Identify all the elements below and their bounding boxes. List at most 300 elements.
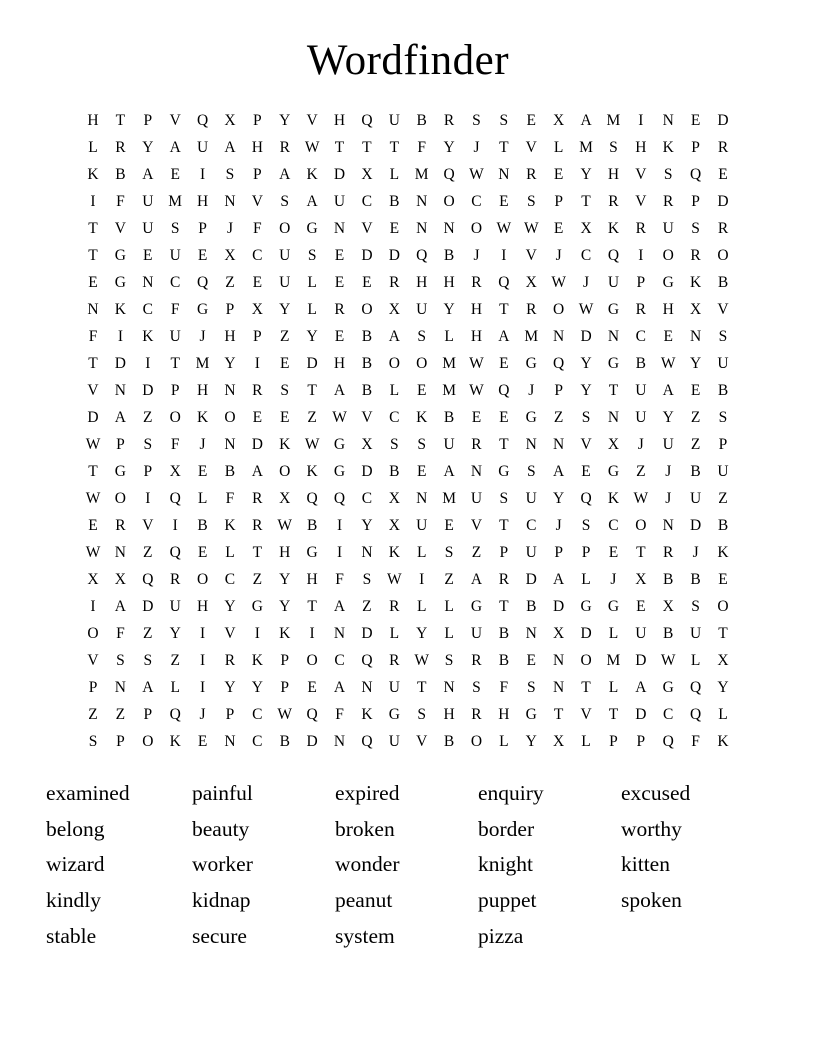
letter-cell[interactable]: R [635, 301, 646, 319]
letter-cell[interactable]: Z [115, 706, 126, 724]
letter-cell[interactable]: I [254, 355, 260, 373]
letter-cell[interactable]: Y [279, 301, 291, 319]
letter-cell[interactable]: O [87, 625, 99, 643]
letter-cell[interactable]: E [362, 274, 372, 292]
letter-cell[interactable]: B [115, 166, 126, 184]
letter-cell[interactable]: H [224, 328, 236, 346]
letter-cell[interactable]: Y [279, 112, 291, 130]
letter-cell[interactable]: F [691, 733, 700, 751]
letter-cell[interactable]: C [361, 193, 373, 211]
letter-cell[interactable]: M [442, 355, 456, 373]
letter-cell[interactable]: Q [169, 706, 181, 724]
letter-cell[interactable]: R [252, 382, 263, 400]
letter-cell[interactable]: H [333, 112, 346, 130]
letter-cell[interactable]: B [717, 382, 729, 400]
letter-cell[interactable]: N [224, 733, 236, 751]
letter-cell[interactable]: K [662, 139, 674, 157]
word-list-item[interactable]: kindly [46, 888, 101, 913]
letter-cell[interactable]: T [88, 355, 98, 373]
letter-cell[interactable]: L [307, 274, 317, 292]
letter-cell[interactable]: E [88, 517, 98, 535]
letter-cell[interactable]: S [609, 139, 618, 157]
letter-cell[interactable]: L [225, 544, 235, 562]
letter-cell[interactable]: D [580, 625, 592, 643]
letter-cell[interactable]: A [388, 328, 400, 346]
letter-cell[interactable]: L [581, 733, 591, 751]
letter-cell[interactable]: X [361, 166, 373, 184]
letter-cell[interactable]: B [389, 193, 400, 211]
letter-cell[interactable]: E [718, 166, 728, 184]
letter-cell[interactable]: A [662, 382, 674, 400]
word-list-item[interactable]: peanut [335, 888, 393, 913]
letter-cell[interactable]: A [169, 139, 181, 157]
letter-cell[interactable]: E [389, 220, 400, 238]
word-list-item[interactable]: excused [621, 781, 691, 806]
letter-cell[interactable]: R [252, 490, 263, 508]
letter-cell[interactable]: G [580, 598, 592, 616]
letter-cell[interactable]: R [526, 301, 537, 319]
letter-cell[interactable]: K [717, 733, 729, 751]
letter-cell[interactable]: G [525, 409, 537, 427]
letter-cell[interactable]: J [610, 571, 617, 589]
letter-cell[interactable]: W [496, 220, 512, 238]
letter-cell[interactable]: E [526, 652, 536, 670]
letter-cell[interactable]: P [691, 193, 700, 211]
letter-cell[interactable]: M [195, 355, 210, 373]
letter-cell[interactable]: D [114, 355, 126, 373]
letter-cell[interactable]: Y [443, 301, 455, 319]
letter-cell[interactable]: R [498, 571, 510, 589]
letter-cell[interactable]: E [690, 382, 701, 400]
letter-cell[interactable]: F [417, 139, 426, 157]
letter-cell[interactable]: R [224, 652, 236, 670]
letter-cell[interactable]: G [333, 463, 346, 481]
letter-cell[interactable]: E [718, 571, 728, 589]
letter-cell[interactable]: R [526, 166, 537, 184]
letter-cell[interactable]: Z [170, 652, 180, 670]
letter-cell[interactable]: R [471, 706, 482, 724]
letter-cell[interactable]: F [170, 301, 180, 319]
word-list-item[interactable]: kitten [621, 852, 670, 877]
letter-cell[interactable]: E [471, 409, 482, 427]
letter-cell[interactable]: O [114, 490, 126, 508]
letter-cell[interactable]: S [526, 463, 536, 481]
letter-cell[interactable]: R [717, 139, 729, 157]
letter-cell[interactable]: E [416, 463, 427, 481]
letter-cell[interactable]: N [416, 490, 428, 508]
letter-cell[interactable]: O [361, 301, 373, 319]
letter-cell[interactable]: D [553, 598, 565, 616]
letter-cell[interactable]: Q [169, 544, 181, 562]
letter-cell[interactable]: X [388, 301, 400, 319]
letter-cell[interactable]: R [115, 517, 126, 535]
letter-cell[interactable]: Q [553, 355, 565, 373]
letter-cell[interactable]: K [224, 517, 236, 535]
letter-cell[interactable]: O [662, 247, 674, 265]
letter-cell[interactable]: U [690, 625, 702, 643]
letter-cell[interactable]: F [116, 625, 125, 643]
letter-cell[interactable]: Z [444, 571, 454, 589]
letter-cell[interactable]: E [499, 409, 509, 427]
letter-cell[interactable]: J [528, 382, 535, 400]
letter-cell[interactable]: A [498, 328, 510, 346]
letter-cell[interactable]: N [607, 328, 620, 346]
letter-cell[interactable]: W [523, 220, 539, 238]
letter-cell[interactable]: W [332, 409, 347, 427]
letter-cell[interactable]: V [635, 193, 647, 211]
letter-cell[interactable]: S [499, 490, 509, 508]
letter-cell[interactable]: T [416, 679, 427, 697]
letter-cell[interactable]: B [690, 463, 701, 481]
letter-cell[interactable]: U [662, 436, 674, 454]
letter-cell[interactable]: J [555, 247, 562, 265]
letter-cell[interactable]: N [470, 463, 483, 481]
letter-cell[interactable]: B [690, 571, 701, 589]
letter-cell[interactable]: H [196, 382, 209, 400]
letter-cell[interactable]: O [470, 733, 483, 751]
letter-cell[interactable]: D [361, 625, 373, 643]
letter-cell[interactable]: N [416, 220, 428, 238]
letter-cell[interactable]: U [169, 328, 181, 346]
letter-cell[interactable]: Q [169, 490, 181, 508]
letter-cell[interactable]: E [280, 355, 290, 373]
letter-cell[interactable]: R [471, 274, 482, 292]
letter-cell[interactable]: T [88, 463, 98, 481]
letter-cell[interactable]: S [444, 652, 454, 670]
letter-cell[interactable]: N [553, 436, 565, 454]
letter-cell[interactable]: A [635, 679, 647, 697]
letter-cell[interactable]: R [389, 598, 400, 616]
letter-cell[interactable]: X [690, 301, 702, 319]
letter-cell[interactable]: B [224, 463, 236, 481]
letter-cell[interactable]: G [525, 355, 537, 373]
letter-cell[interactable]: H [470, 328, 483, 346]
letter-cell[interactable]: C [580, 247, 592, 265]
letter-cell[interactable]: I [254, 625, 260, 643]
letter-cell[interactable]: N [553, 679, 565, 697]
letter-cell[interactable]: E [499, 355, 509, 373]
letter-cell[interactable]: S [472, 112, 481, 130]
letter-cell[interactable]: S [280, 193, 290, 211]
letter-cell[interactable]: Z [280, 328, 290, 346]
letter-cell[interactable]: T [608, 382, 619, 400]
letter-cell[interactable]: B [443, 733, 455, 751]
letter-cell[interactable]: G [607, 463, 620, 481]
letter-cell[interactable]: Q [690, 679, 702, 697]
letter-cell[interactable]: S [526, 193, 536, 211]
letter-cell[interactable]: U [525, 544, 537, 562]
letter-cell[interactable]: N [114, 544, 126, 562]
letter-cell[interactable]: A [580, 112, 592, 130]
letter-cell[interactable]: V [525, 139, 537, 157]
letter-cell[interactable]: B [498, 652, 510, 670]
letter-cell[interactable]: J [555, 517, 562, 535]
letter-cell[interactable]: N [87, 301, 99, 319]
letter-cell[interactable]: W [633, 490, 649, 508]
letter-cell[interactable]: B [389, 463, 400, 481]
letter-cell[interactable]: X [525, 274, 537, 292]
letter-cell[interactable]: V [224, 625, 236, 643]
letter-cell[interactable]: W [386, 571, 402, 589]
word-list-item[interactable]: expired [335, 781, 400, 806]
letter-cell[interactable]: E [636, 598, 646, 616]
letter-cell[interactable]: N [142, 274, 154, 292]
letter-cell[interactable]: X [361, 436, 373, 454]
letter-cell[interactable]: V [470, 517, 483, 535]
word-list-item[interactable]: stable [46, 923, 97, 948]
letter-cell[interactable]: S [88, 733, 98, 751]
letter-cell[interactable]: S [581, 517, 591, 535]
letter-cell[interactable]: L [718, 706, 728, 724]
word-list-item[interactable]: secure [192, 923, 247, 948]
letter-cell[interactable]: V [142, 517, 154, 535]
letter-cell[interactable]: X [279, 490, 291, 508]
letter-cell[interactable]: N [662, 112, 674, 130]
letter-cell[interactable]: E [197, 733, 208, 751]
letter-cell[interactable]: L [416, 598, 427, 616]
letter-cell[interactable]: D [142, 598, 154, 616]
letter-cell[interactable]: X [388, 490, 400, 508]
letter-cell[interactable]: Y [580, 355, 592, 373]
letter-cell[interactable]: R [115, 139, 126, 157]
letter-cell[interactable]: W [660, 355, 676, 373]
letter-cell[interactable]: O [635, 517, 647, 535]
letter-cell[interactable]: Y [416, 625, 428, 643]
word-list-item[interactable]: belong [46, 816, 105, 841]
letter-cell[interactable]: R [279, 139, 290, 157]
letter-cell[interactable]: O [443, 193, 455, 211]
letter-cell[interactable]: W [469, 166, 484, 184]
letter-cell[interactable]: F [253, 220, 262, 238]
letter-cell[interactable]: G [388, 706, 400, 724]
letter-cell[interactable]: L [416, 544, 427, 562]
letter-cell[interactable]: W [469, 355, 484, 373]
letter-cell[interactable]: O [306, 652, 318, 670]
letter-cell[interactable]: T [553, 706, 564, 724]
letter-cell[interactable]: E [88, 274, 98, 292]
letter-cell[interactable]: N [361, 544, 373, 562]
letter-cell[interactable]: B [526, 598, 537, 616]
letter-cell[interactable]: Z [307, 409, 317, 427]
letter-cell[interactable]: Q [416, 247, 428, 265]
letter-cell[interactable]: Z [143, 625, 153, 643]
letter-cell[interactable]: E [334, 274, 345, 292]
letter-cell[interactable]: D [333, 166, 346, 184]
letter-cell[interactable]: T [581, 679, 591, 697]
letter-cell[interactable]: K [361, 706, 373, 724]
letter-cell[interactable]: Z [143, 544, 153, 562]
letter-cell[interactable]: Y [224, 355, 236, 373]
letter-cell[interactable]: S [362, 571, 372, 589]
letter-cell[interactable]: G [607, 355, 620, 373]
letter-cell[interactable]: H [333, 355, 346, 373]
letter-cell[interactable]: Z [225, 274, 235, 292]
word-list-item[interactable]: enquiry [478, 781, 544, 806]
letter-cell[interactable]: U [717, 355, 729, 373]
letter-cell[interactable]: D [580, 328, 592, 346]
letter-cell[interactable]: F [116, 193, 125, 211]
letter-cell[interactable]: T [499, 436, 509, 454]
letter-cell[interactable]: S [307, 247, 317, 265]
letter-cell[interactable]: Z [362, 598, 372, 616]
letter-cell[interactable]: U [279, 274, 291, 292]
letter-cell[interactable]: G [306, 544, 318, 562]
letter-cell[interactable]: L [444, 328, 454, 346]
letter-cell[interactable]: K [196, 409, 209, 427]
letter-cell[interactable]: L [581, 571, 591, 589]
letter-cell[interactable]: G [498, 463, 510, 481]
letter-cell[interactable]: Q [196, 112, 209, 130]
letter-cell[interactable]: H [607, 166, 620, 184]
letter-cell[interactable]: W [85, 544, 101, 562]
letter-cell[interactable]: Q [361, 733, 373, 751]
letter-cell[interactable]: K [306, 166, 318, 184]
letter-cell[interactable]: W [469, 382, 484, 400]
letter-cell[interactable]: T [170, 355, 180, 373]
letter-cell[interactable]: T [499, 139, 509, 157]
letter-cell[interactable]: F [499, 679, 509, 697]
letter-cell[interactable]: M [606, 112, 621, 130]
letter-cell[interactable]: E [197, 544, 208, 562]
word-list-item[interactable]: examined [46, 781, 130, 806]
letter-cell[interactable]: N [333, 220, 346, 238]
letter-cell[interactable]: W [85, 436, 101, 454]
letter-cell[interactable]: J [199, 436, 206, 454]
letter-cell[interactable]: U [635, 625, 647, 643]
letter-cell[interactable]: H [443, 706, 455, 724]
word-list-item[interactable]: broken [335, 816, 395, 841]
letter-cell[interactable]: K [169, 733, 181, 751]
letter-cell[interactable]: V [361, 220, 373, 238]
letter-cell[interactable]: S [417, 328, 426, 346]
letter-cell[interactable]: G [114, 274, 126, 292]
letter-cell[interactable]: N [443, 220, 455, 238]
letter-cell[interactable]: V [635, 166, 647, 184]
letter-cell[interactable]: T [499, 301, 509, 319]
letter-cell[interactable]: N [224, 382, 236, 400]
letter-cell[interactable]: E [526, 112, 536, 130]
letter-cell[interactable]: S [444, 544, 454, 562]
letter-cell[interactable]: U [416, 517, 428, 535]
letter-cell[interactable]: B [635, 355, 646, 373]
letter-cell[interactable]: S [691, 220, 700, 238]
letter-cell[interactable]: W [85, 490, 101, 508]
letter-cell[interactable]: Z [471, 544, 482, 562]
word-list-item[interactable]: wonder [335, 852, 400, 877]
letter-cell[interactable]: H [279, 544, 291, 562]
letter-cell[interactable]: R [663, 544, 674, 562]
letter-cell[interactable]: O [142, 733, 154, 751]
letter-cell[interactable]: I [199, 166, 206, 184]
letter-cell[interactable]: D [142, 382, 154, 400]
letter-cell[interactable]: V [114, 220, 126, 238]
letter-cell[interactable]: C [526, 517, 537, 535]
letter-cell[interactable]: X [580, 220, 592, 238]
letter-cell[interactable]: E [197, 463, 208, 481]
letter-cell[interactable]: P [253, 112, 262, 130]
letter-cell[interactable]: S [663, 166, 673, 184]
word-list-item[interactable]: wizard [46, 852, 105, 877]
letter-cell[interactable]: Y [306, 328, 318, 346]
letter-cell[interactable]: A [553, 571, 565, 589]
letter-cell[interactable]: H [635, 139, 647, 157]
letter-cell[interactable]: E [307, 679, 317, 697]
letter-cell[interactable]: I [336, 544, 343, 562]
letter-cell[interactable]: A [114, 409, 126, 427]
letter-cell[interactable]: L [444, 625, 454, 643]
letter-cell[interactable]: T [499, 598, 509, 616]
letter-cell[interactable]: Z [690, 409, 701, 427]
letter-cell[interactable]: X [635, 571, 647, 589]
letter-cell[interactable]: V [580, 436, 592, 454]
letter-cell[interactable]: V [306, 112, 318, 130]
letter-cell[interactable]: F [170, 436, 180, 454]
letter-cell[interactable]: D [525, 571, 537, 589]
letter-cell[interactable]: C [635, 328, 646, 346]
letter-cell[interactable]: I [145, 355, 151, 373]
letter-cell[interactable]: X [388, 517, 400, 535]
letter-cell[interactable]: O [717, 247, 729, 265]
letter-cell[interactable]: B [361, 328, 373, 346]
letter-cell[interactable]: M [442, 490, 456, 508]
letter-cell[interactable]: R [717, 220, 729, 238]
word-list-item[interactable]: knight [478, 852, 533, 877]
letter-cell[interactable]: P [609, 733, 618, 751]
letter-cell[interactable]: E [499, 193, 509, 211]
letter-cell[interactable]: P [143, 112, 153, 130]
letter-cell[interactable]: A [306, 193, 318, 211]
letter-cell[interactable]: I [501, 247, 507, 265]
letter-cell[interactable]: I [638, 247, 644, 265]
letter-cell[interactable]: U [388, 679, 400, 697]
letter-cell[interactable]: Z [718, 490, 728, 508]
letter-cell[interactable]: Z [143, 409, 153, 427]
letter-cell[interactable]: X [553, 112, 565, 130]
letter-cell[interactable]: X [224, 247, 236, 265]
letter-cell[interactable]: S [170, 220, 180, 238]
letter-cell[interactable]: B [663, 625, 674, 643]
letter-cell[interactable]: U [717, 463, 729, 481]
letter-cell[interactable]: T [115, 112, 126, 130]
letter-cell[interactable]: P [198, 220, 207, 238]
letter-cell[interactable]: S [280, 382, 290, 400]
letter-cell[interactable]: N [607, 409, 620, 427]
letter-cell[interactable]: S [718, 409, 728, 427]
letter-cell[interactable]: V [169, 112, 181, 130]
letter-cell[interactable]: T [608, 706, 619, 724]
letter-cell[interactable]: S [143, 652, 153, 670]
letter-cell[interactable]: N [333, 733, 346, 751]
letter-cell[interactable]: Y [142, 139, 154, 157]
letter-cell[interactable]: A [142, 166, 154, 184]
letter-cell[interactable]: J [473, 139, 480, 157]
letter-cell[interactable]: E [252, 409, 263, 427]
letter-cell[interactable]: A [251, 463, 263, 481]
word-list-item[interactable]: beauty [192, 816, 250, 841]
letter-cell[interactable]: G [333, 436, 346, 454]
letter-cell[interactable]: A [114, 598, 126, 616]
letter-cell[interactable]: X [662, 598, 674, 616]
letter-cell[interactable]: Y [169, 625, 181, 643]
letter-cell[interactable]: S [225, 166, 235, 184]
letter-cell[interactable]: S [417, 436, 426, 454]
letter-cell[interactable]: O [416, 355, 428, 373]
letter-cell[interactable]: C [224, 571, 236, 589]
letter-cell[interactable]: M [168, 193, 183, 211]
letter-cell[interactable]: N [662, 517, 674, 535]
letter-cell[interactable]: E [608, 544, 619, 562]
letter-cell[interactable]: N [525, 625, 537, 643]
